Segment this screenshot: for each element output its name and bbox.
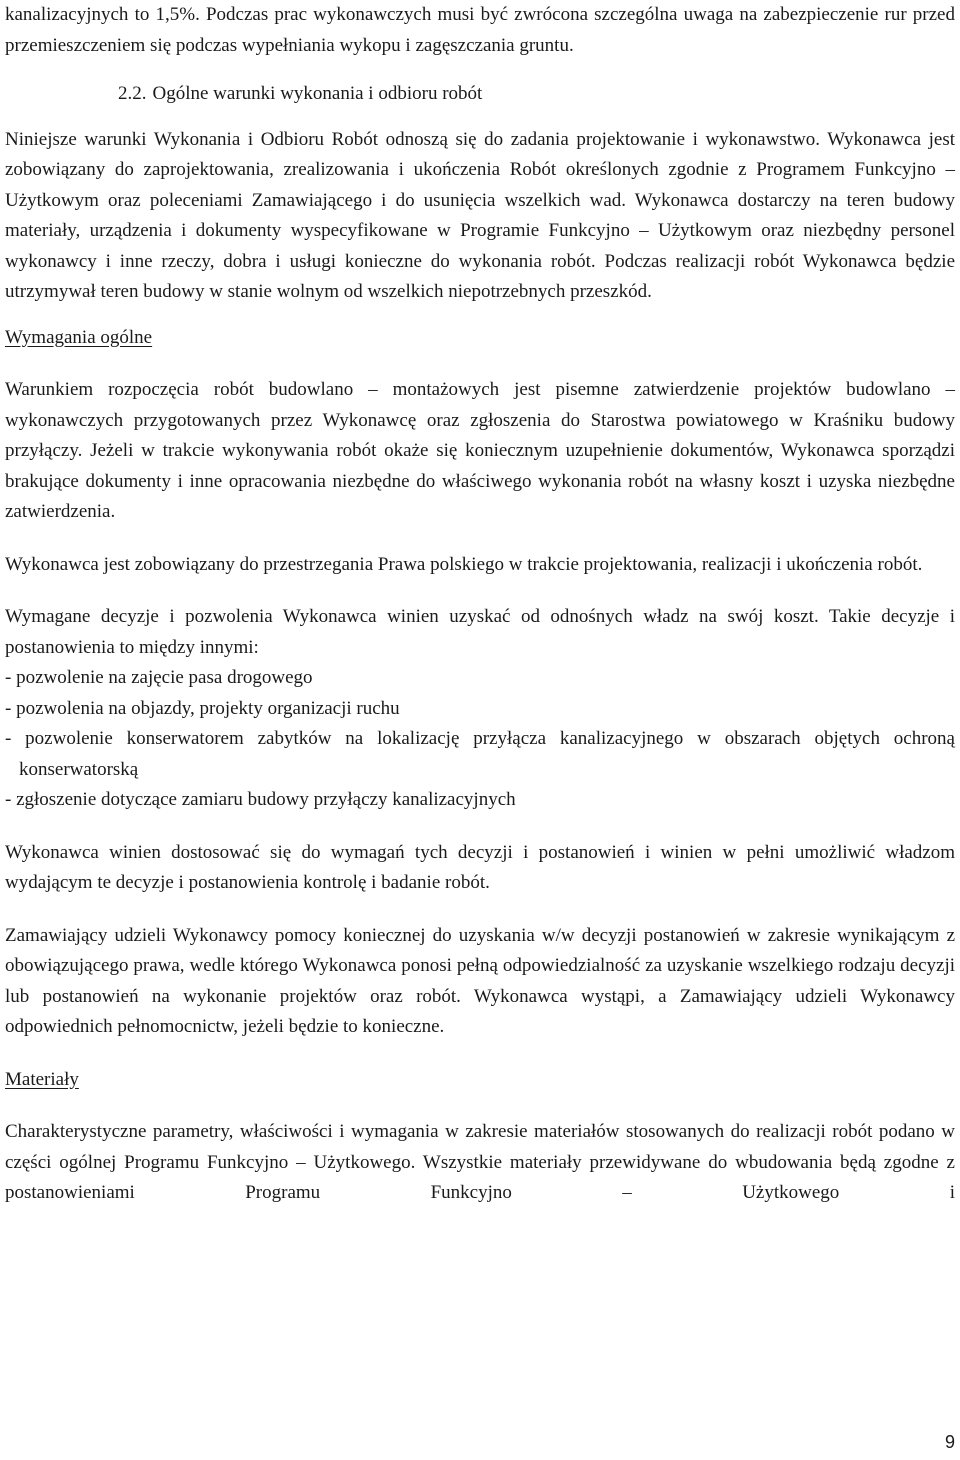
list-item: - zgłoszenie dotyczące zamiaru budowy przyłączy kanalizacyjnych xyxy=(5,789,516,810)
requirements-paragraph-2: Wykonawca jest zobowiązany do przestrzegania Prawa polskiego w trakcie projektowania, realizacji i ukończenia robót. xyxy=(5,553,923,575)
materials-paragraph: Charakterystyczne parametry, właściwości i wymagania w zakresie materiałów stosowanych do realizacji robót podano w części ogólnej Programu Funkcyjno – Użytkowego. Wszystkie materiały przewidywane do wbudowania będą zgodne z postanowieniami Programu Funkcyjno – Użytkowego i xyxy=(5,1121,955,1203)
document-page xyxy=(5,0,955,1209)
section-title: Ogólne warunki wykonania i odbioru robót xyxy=(152,83,483,104)
requirements-paragraph-4: Wykonawca winien dostosować się do wymagań tych decyzji i postanowień i winien w pełni umożliwić władzom wydającym te decyzje i postanowienia kontrolę i badanie robót. xyxy=(5,841,955,893)
section-number: 2.2. xyxy=(118,83,147,104)
materials-heading xyxy=(5,1065,955,1096)
list-item: - pozwolenie konserwatorem zabytków na lokalizację przyłącza kanalizacyjnego w obszarach objętych ochroną konserwatorską xyxy=(5,728,955,780)
requirements-paragraph-1: Warunkiem rozpoczęcia robót budowlano – montażowych jest pisemne zatwierdzenie projektów budowlano – wykonawczych przygotowanych przez Wykonawcę oraz zgłoszenia do Starostwa powiatowego w Kraśniku budowy przyłączy. Jeżeli w trakcie wykonywania robót okaże się koniecznym uzupełnienie dokumentów, Wykonawca sporządzi brakujące dokumenty i inne opracowania niezbędne do właściwego wykonania robót na własny koszt i uzyska niezbędne zatwierdzenia. xyxy=(5,379,955,522)
list-item: - pozwolenia na objazdy, projekty organizacji ruchu xyxy=(5,697,400,719)
materials-heading-text: Materiały xyxy=(5,1068,79,1090)
general-conditions-paragraph: Niniejsze warunki Wykonania i Odbioru Robót odnoszą się do zadania projektowanie i wykonawstwo. Wykonawca jest zobowiązany do zaprojektowania, zrealizowania i ukończenia Robót określonych zgodnie z Programem Funkcyjno – Użytkowym oraz poleceniami Zamawiającego i do usunięcia wszelkich wad. Wykonawca dostarczy na teren budowy materiały, urządzenia i dokumenty wyspecyfikowane w Programie Funkcyjno – Użytkowym oraz niezbędny personel wykonawcy i inne rzeczy, dobra i usługi konieczne do wykonania robót. Podczas realizacji robót Wykonawca będzie utrzymywał teren budowy w stanie wolnym od wszelkich niepotrzebnych przeszkód. xyxy=(5,128,955,302)
intro-paragraph: kanalizacyjnych to 1,5%. Podczas prac wykonawczych musi być zwrócona szczególna uwaga na zabezpieczenie rur przed przemieszczeniem się podczas wypełniania wykopu i zagęszczania gruntu. xyxy=(5,4,955,56)
requirements-paragraph-5: Zamawiający udzieli Wykonawcy pomocy koniecznej do uzyskania w/w decyzji postanowień w zakresie wynikającym z obowiązującego prawa, wedle którego Wykonawca ponosi pełną odpowiedzialność za uzyskanie wszelkiego rodzaju decyzji lub postanowień na wykonanie projektów oraz robót. Wykonawca wystąpi, a Zamawiający udzieli Wykonawcy odpowiednich pełnomocnictw, jeżeli będzie to konieczne. xyxy=(5,924,955,1037)
section-heading xyxy=(118,79,955,110)
page-number: 9 xyxy=(944,1432,955,1452)
requirements-paragraph-3: Wymagane decyzje i pozwolenia Wykonawca winien uzyskać od odnośnych władz na swój koszt. Takie decyzje i postanowienia to między innymi: xyxy=(5,606,955,658)
requirements-heading-text: Wymagania ogólne xyxy=(5,326,153,348)
requirements-heading xyxy=(5,323,955,354)
list-item: - pozwolenie na zajęcie pasa drogowego xyxy=(5,667,313,688)
